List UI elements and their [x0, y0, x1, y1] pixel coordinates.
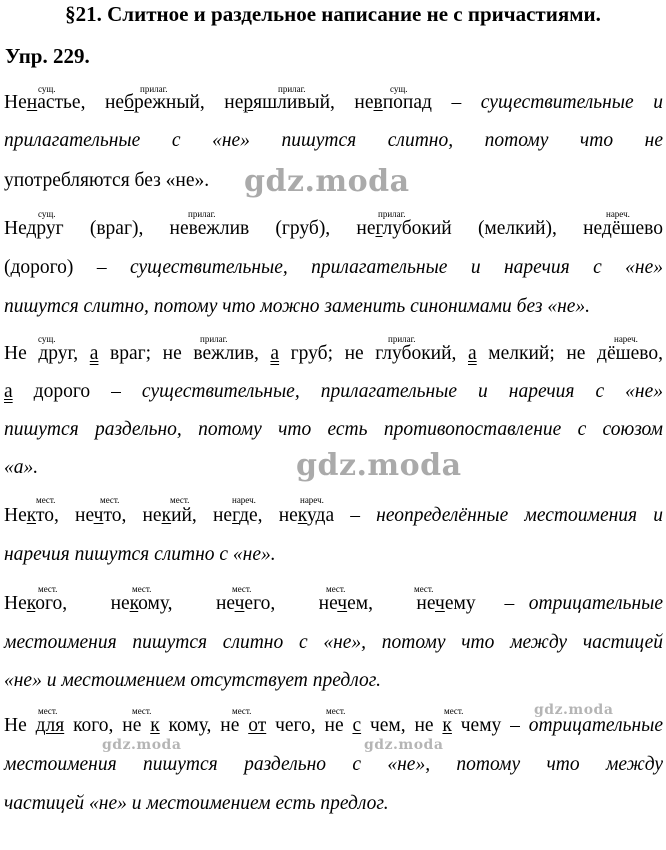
- pos-tag: сущ.: [38, 209, 56, 219]
- text-line: Некто, нечто, некий, негде, некуда – неопределённые местоимения и: [4, 505, 664, 526]
- text-line: Недруг (враг), невежлив (груб), неглубокий (мелкий), недёшево: [4, 218, 663, 239]
- pos-tag: мест.: [232, 706, 252, 716]
- text-line: Не для кого, не к кому, не от чего, не с чем, не к чему – отрицательные: [4, 715, 663, 736]
- pos-tag: мест.: [100, 495, 120, 505]
- pos-tag: мест.: [444, 706, 464, 716]
- pos-tag: прилаг.: [200, 334, 228, 344]
- watermark-logo: gdz.moda: [534, 702, 614, 718]
- text-line: Некого, некому, нечего, нечем, нечему – отрицательные: [4, 593, 664, 614]
- section-title: §21. Слитное и раздельное написание не с причастиями.: [65, 2, 601, 26]
- pos-tag: мест.: [38, 584, 58, 594]
- text-line: Ненастье, небрежный, неряшливый, невпопад – существительные и: [4, 92, 663, 113]
- pos-tag: сущ.: [390, 84, 408, 94]
- text-line: «а».: [4, 457, 39, 478]
- watermark-logo: gdz.moda: [102, 737, 182, 753]
- pos-tag: мест.: [326, 706, 346, 716]
- text-line: местоимения пишутся слитно с «не», потому что между частицей: [4, 632, 663, 653]
- text-line: прилагательные с «не» пишутся слитно, потому что не: [4, 130, 663, 151]
- exercise-number: Упр. 229.: [5, 44, 90, 68]
- pos-tag: нареч.: [300, 495, 324, 505]
- text-line: Не друг, а враг; не вежлив, а груб; не глубокий, а мелкий; не дёшево,: [4, 343, 663, 364]
- text-line: наречия пишутся слитно с «не».: [4, 544, 276, 565]
- text-line: пишутся раздельно, потому что есть противопоставление с союзом: [4, 419, 663, 440]
- pos-tag: прилаг.: [378, 209, 406, 219]
- pos-tag: мест.: [132, 584, 152, 594]
- pos-tag: прилаг.: [140, 84, 168, 94]
- watermark-logo: gdz.moda: [244, 164, 410, 199]
- pos-tag: мест.: [38, 706, 58, 716]
- pos-tag: мест.: [132, 706, 152, 716]
- watermark-logo: gdz.moda: [364, 737, 444, 753]
- pos-tag: прилаг.: [388, 334, 416, 344]
- pos-tag: сущ.: [38, 334, 56, 344]
- text-line: употребляются без «не».: [4, 170, 210, 191]
- text-line: частицей «не» и местоимением есть предлог.: [4, 793, 389, 814]
- text-line: местоимения пишутся раздельно с «не», потому что между: [4, 754, 663, 775]
- pos-tag: мест.: [326, 584, 346, 594]
- text-line: (дорого) – существительные, прилагательные и наречия с «не»: [4, 257, 663, 278]
- pos-tag: прилаг.: [188, 209, 216, 219]
- pos-tag: мест.: [36, 495, 56, 505]
- pos-tag: сущ.: [38, 84, 56, 94]
- text-line: «не» и местоимением отсутствует предлог.: [4, 670, 381, 691]
- pos-tag: прилаг.: [278, 84, 306, 94]
- watermark-logo: gdz.moda: [296, 448, 462, 483]
- pos-tag: мест.: [414, 584, 434, 594]
- text-line: пишутся слитно, потому что можно заменить синонимами без «не».: [4, 296, 591, 317]
- text-line: а дорого – существительные, прилагательные и наречия с «не»: [4, 381, 663, 402]
- pos-tag: нареч.: [606, 209, 630, 219]
- pos-tag: нареч.: [614, 334, 638, 344]
- pos-tag: мест.: [232, 584, 252, 594]
- pos-tag: мест.: [170, 495, 190, 505]
- pos-tag: нареч.: [232, 495, 256, 505]
